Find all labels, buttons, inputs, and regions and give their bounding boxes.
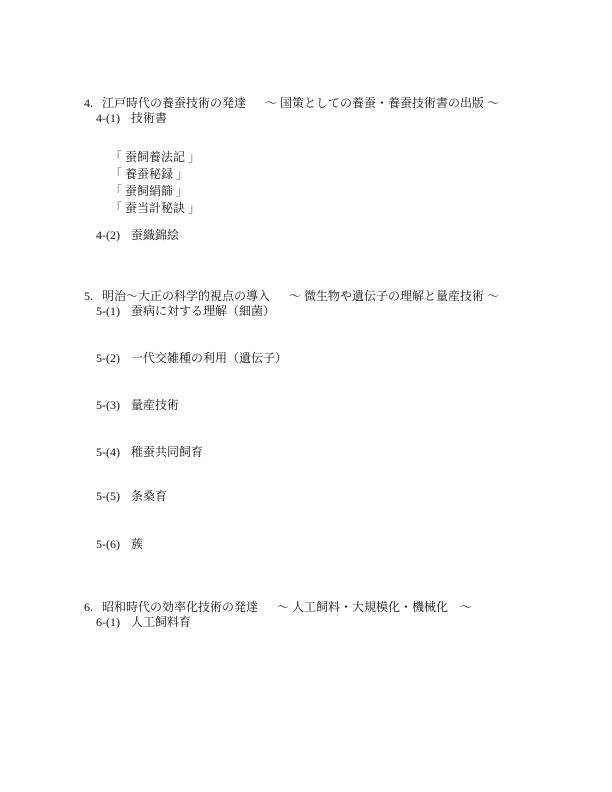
item-5-6 <box>96 537 143 552</box>
item-5-6-label: 蔟 <box>131 537 144 551</box>
item-4-2-label: 蚕織錦絵 <box>131 228 180 242</box>
book-title: 「 蚕飼絹篩 」 <box>110 184 189 198</box>
item-6-1 <box>96 615 191 630</box>
item-5-2-label: 一代交雑種の利用（遺伝子） <box>131 351 288 365</box>
section-5-heading <box>84 289 499 304</box>
item-4-1-label: 技術書 <box>131 111 168 125</box>
item-5-6-number: 5-(6) <box>96 537 120 551</box>
item-5-3-label: 量産技術 <box>131 398 180 412</box>
item-4-2 <box>96 228 179 243</box>
item-5-3-number: 5-(3) <box>96 398 120 412</box>
section-6-title: 昭和時代の効率化技術の発達 <box>102 600 259 614</box>
section-5-number: 5. <box>84 289 93 303</box>
section-4-subtitle: ～ 国策としての養蚕・養蚕技術書の出版 ～ <box>265 96 500 110</box>
book-title: 「 養蚕秘録 」 <box>110 167 189 181</box>
book-title: 「 蚕当計秘訣 」 <box>110 201 201 215</box>
section-6-subtitle: ～ 人工飼料・大規模化・機械化 ～ <box>277 600 473 614</box>
section-4-title: 江戸時代の養蚕技術の発達 <box>102 96 247 110</box>
item-5-4 <box>96 445 203 460</box>
item-5-2-number: 5-(2) <box>96 351 120 365</box>
item-5-5 <box>96 489 167 504</box>
item-6-1-label: 人工飼料育 <box>131 615 192 629</box>
section-4-number: 4. <box>84 96 93 110</box>
section-6-heading <box>84 600 472 615</box>
item-4-1 <box>96 111 167 126</box>
section-4-heading <box>84 96 499 111</box>
item-6-1-number: 6-(1) <box>96 615 120 629</box>
item-4-2-number: 4-(2) <box>96 228 120 242</box>
item-5-2 <box>96 351 287 366</box>
item-4-1-number: 4-(1) <box>96 111 120 125</box>
item-5-4-label: 稚蚕共同飼育 <box>131 445 204 459</box>
item-5-5-number: 5-(5) <box>96 489 120 503</box>
item-5-3 <box>96 398 179 413</box>
item-5-1-number: 5-(1) <box>96 304 120 318</box>
section-5-subtitle: ～ 微生物や遺伝子の理解と量産技術 ～ <box>289 289 500 303</box>
item-5-5-label: 条桑育 <box>131 489 168 503</box>
section-6-number: 6. <box>84 600 93 614</box>
item-5-4-number: 5-(4) <box>96 445 120 459</box>
section-5-title: 明治～大正の科学的視点の導入 <box>102 289 271 303</box>
item-5-1-label: 蚕病に対する理解（細菌） <box>131 304 276 318</box>
book-title: 「 蚕飼養法記 」 <box>110 150 201 164</box>
item-5-1 <box>96 304 275 319</box>
